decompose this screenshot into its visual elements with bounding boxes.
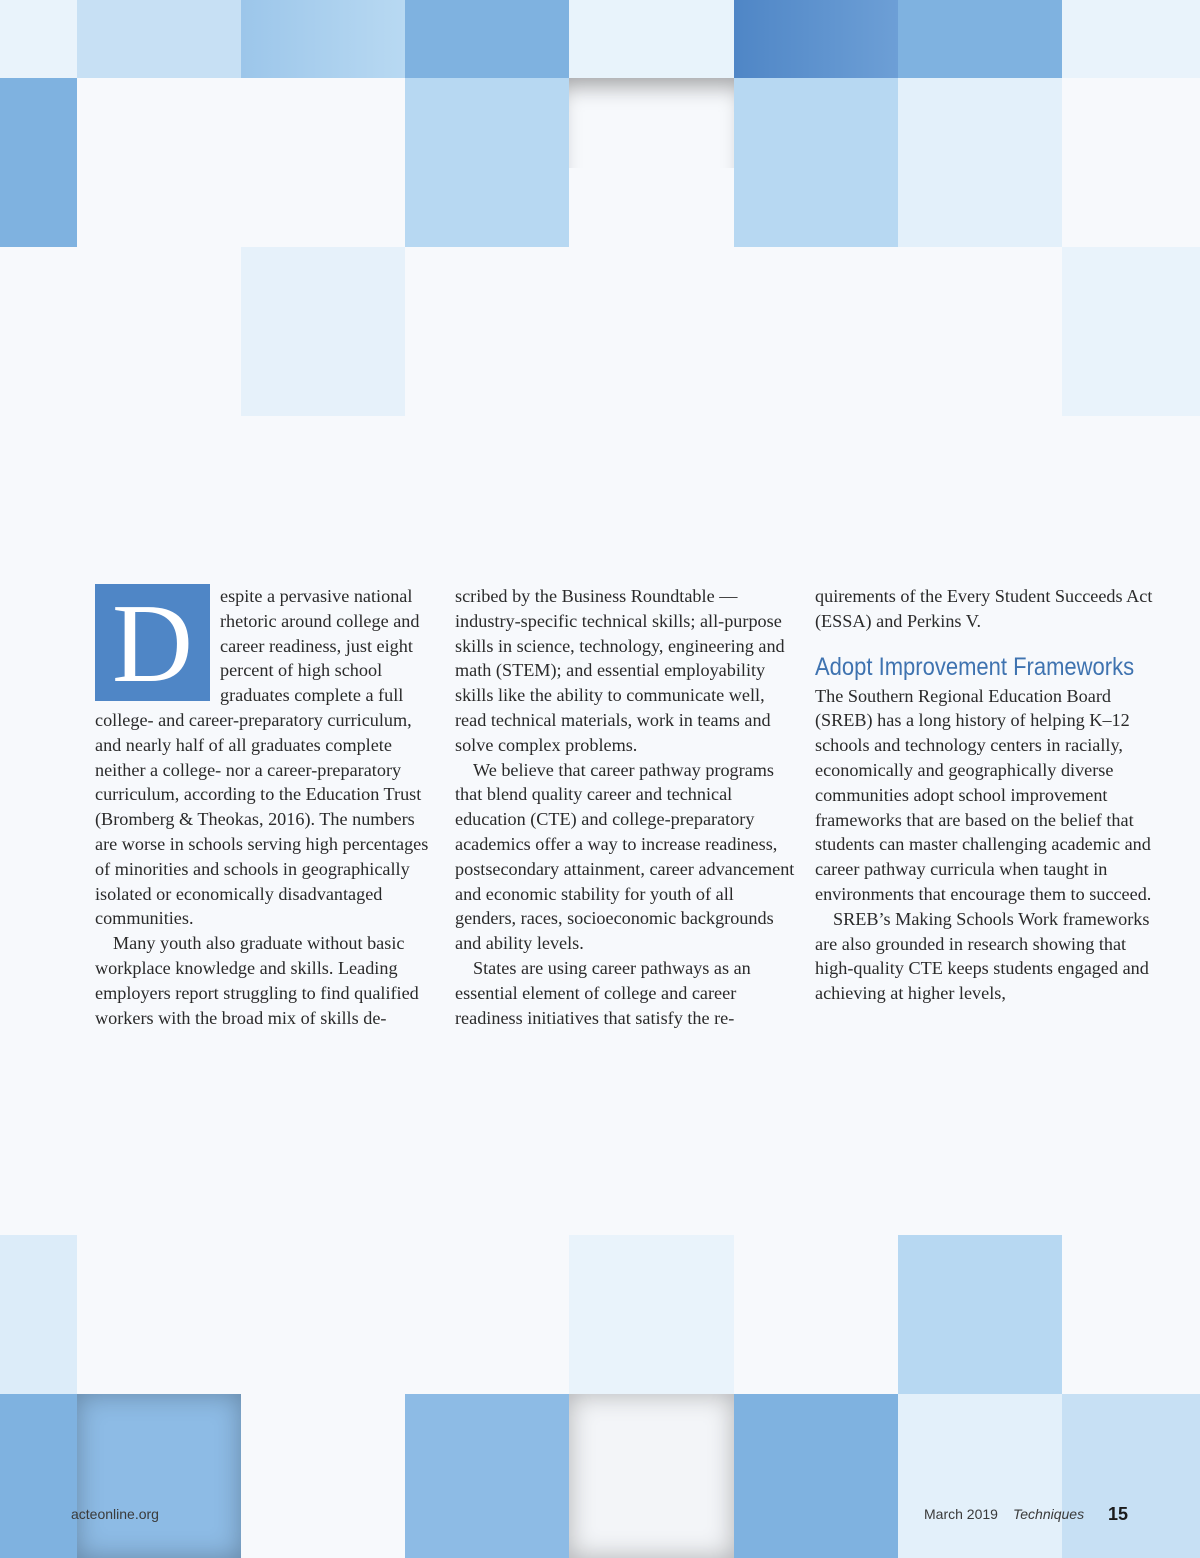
section-heading: Adopt Improvement Frameworks bbox=[815, 652, 1135, 681]
decor-tile bbox=[734, 1394, 898, 1558]
decor-tile bbox=[405, 78, 569, 247]
drop-cap: D bbox=[95, 584, 210, 701]
paragraph: espite a pervasive national rhetoric around college and career readiness, just eight percent of high school graduates complete a full college- and career-preparatory curriculum, and nearly half of all graduates complete neither a college- nor a career-preparatory curriculum, according to the Education Trust (Bromberg & Theokas, 2016). The numbers are worse in schools serving high percentages of minorities and schools in geographically isolated or economically disadvantaged communities. bbox=[95, 586, 429, 929]
decor-tile bbox=[0, 78, 77, 247]
paragraph: We believe that career pathway programs that blend quality career and technical education (CTE) and college-preparatory academics offer a way to increase readiness, postsecondary attainment, career advancement and economic stability for youth of all genders, races, socioeconomic backgrounds and ability levels. bbox=[455, 759, 795, 954]
decor-tile bbox=[898, 1394, 1062, 1558]
paragraph: scribed by the Business Roundtable — industry-specific technical skills; all-purpose skills in science, technology, engineering and math (STEM); and essential employability skills like the ability to communicate well, read technical materials, work in teams and solve complex problems. bbox=[455, 586, 785, 755]
decor-tile bbox=[898, 78, 1062, 247]
decor-tile bbox=[0, 1394, 77, 1558]
decor-tile bbox=[1062, 1394, 1200, 1558]
page-number: 15 bbox=[1108, 1504, 1129, 1524]
decor-tile bbox=[405, 0, 569, 78]
decor-tile bbox=[898, 1235, 1062, 1394]
decor-tile bbox=[1062, 0, 1200, 78]
footer-magazine: Techniques bbox=[1013, 1506, 1085, 1522]
decor-tile bbox=[0, 1235, 77, 1394]
decor-tile bbox=[0, 0, 77, 78]
article-column-3 bbox=[815, 584, 1155, 1006]
decor-tile bbox=[569, 1394, 734, 1558]
paragraph: Many youth also graduate without basic workplace knowledge and skills. Leading employers report struggling to find qualified workers with the broad mix of skills de- bbox=[95, 933, 419, 1028]
article-column-2 bbox=[455, 584, 795, 1030]
article-column-1 bbox=[95, 581, 435, 1030]
decor-tile bbox=[734, 0, 898, 78]
decor-tile bbox=[241, 0, 405, 78]
decor-tile bbox=[241, 247, 405, 416]
footer-website: acteonline.org bbox=[71, 1506, 159, 1522]
paragraph: States are using career pathways as an essential element of college and career readiness initiatives that satisfy the re- bbox=[455, 957, 751, 1028]
footer-date: March 2019 bbox=[924, 1506, 998, 1522]
decor-tile bbox=[1062, 247, 1200, 416]
decor-tile bbox=[898, 0, 1062, 78]
paragraph: quirements of the Every Student Succeeds Act (ESSA) and Perkins V. bbox=[815, 586, 1153, 631]
decor-tile bbox=[734, 78, 898, 247]
paragraph: SREB’s Making Schools Work frameworks are also grounded in research showing that high-quality CTE keeps students engaged and achieving at higher levels, bbox=[815, 908, 1150, 1004]
decor-tile bbox=[569, 78, 734, 168]
decor-tile bbox=[405, 1394, 569, 1558]
paragraph: The Southern Regional Education Board (SREB) has a long history of helping K–12 schools and technology centers in racially, economically and geographically diverse communities adopt school improvement frameworks that are based on the belief that students can master challenging academic and career pathway curricula when taught in environments that encourage them to succeed. bbox=[815, 685, 1152, 904]
decor-tile bbox=[569, 0, 734, 78]
decor-tile bbox=[77, 0, 241, 78]
decor-tile bbox=[569, 1235, 734, 1394]
decor-tile bbox=[77, 1394, 241, 1558]
